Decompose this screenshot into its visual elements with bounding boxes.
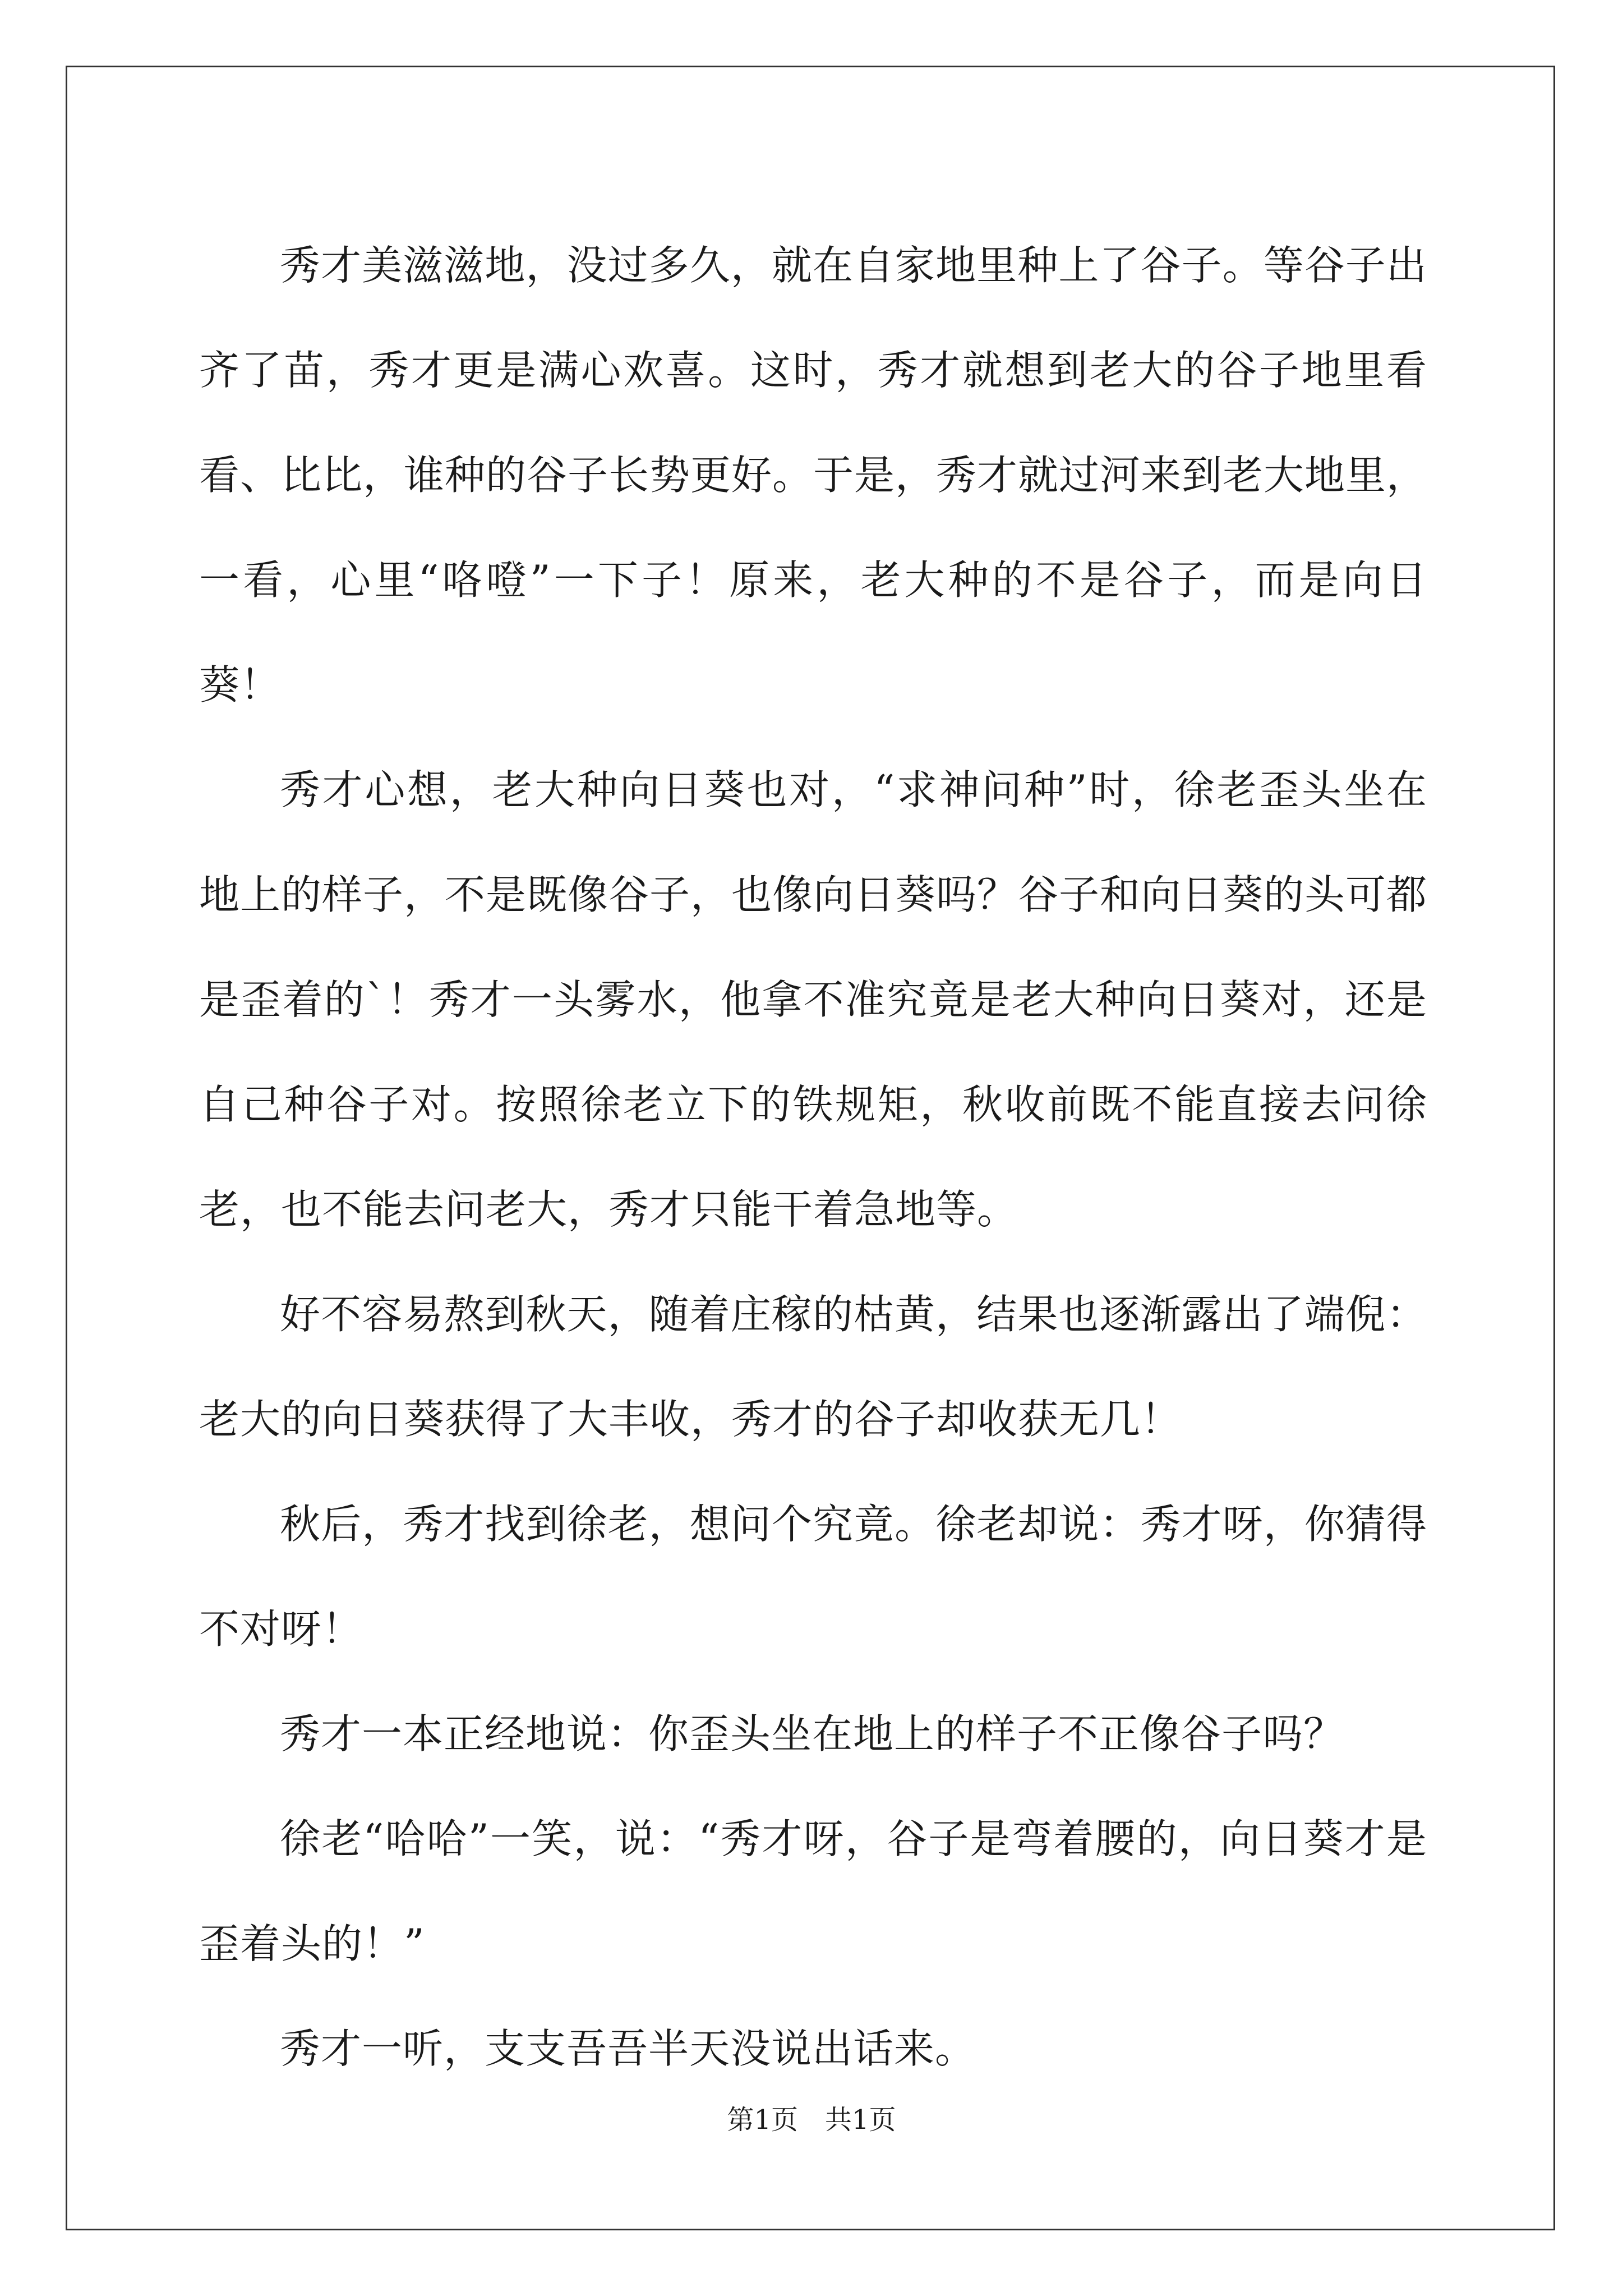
paragraph: 秀才心想，老大种向日葵也对，“求神问种”时，徐老歪头坐在地上的样子，不是既像谷子，也像向日葵吗？谷子和向日葵的头可都是歪着的`！秀才一头雾水，他拿不准究竟是老大种向日葵对，还是自己种谷子对。按照徐老立下的铁规矩，秋收前既不能直接去问徐老，也不能去问老大，秀才只能干着急地等。 [199, 766, 1428, 1233]
paragraph: 秀才一听，支支吾吾半天没说出话来。 [280, 2025, 976, 2072]
paragraph: 好不容易熬到秋天，随着庄稼的枯黄，结果也逐渐露出了端倪：老大的向日葵获得了大丰收，秀才的谷子却收获无几！ [199, 1291, 1427, 1443]
paragraph: 秀才一本正经地说：你歪头坐在地上的样子不正像谷子吗？ [280, 1710, 1345, 1757]
paragraph: 秀才美滋滋地，没过多久，就在自家地里种上了谷子。等谷子出齐了苗，秀才更是满心欢喜。这时，秀才就想到老大的谷子地里看看、比比，谁种的谷子长势更好。于是，秀才就过河来到老大地里，一看，心里“咯噔”一下子！原来，老大种的不是谷子，而是向日葵！ [199, 242, 1428, 708]
paragraph: 徐老“哈哈”一笑，说：“秀才呀，谷子是弯着腰的，向日葵才是歪着头的！” [199, 1815, 1427, 1967]
page-footer: 第1页 共1页 [727, 2104, 896, 2136]
document-body [199, 213, 1427, 2101]
paragraph: 秋后，秀才找到徐老，想问个究竟。徐老却说：秀才呀，你猜得不对呀！ [199, 1501, 1427, 1653]
